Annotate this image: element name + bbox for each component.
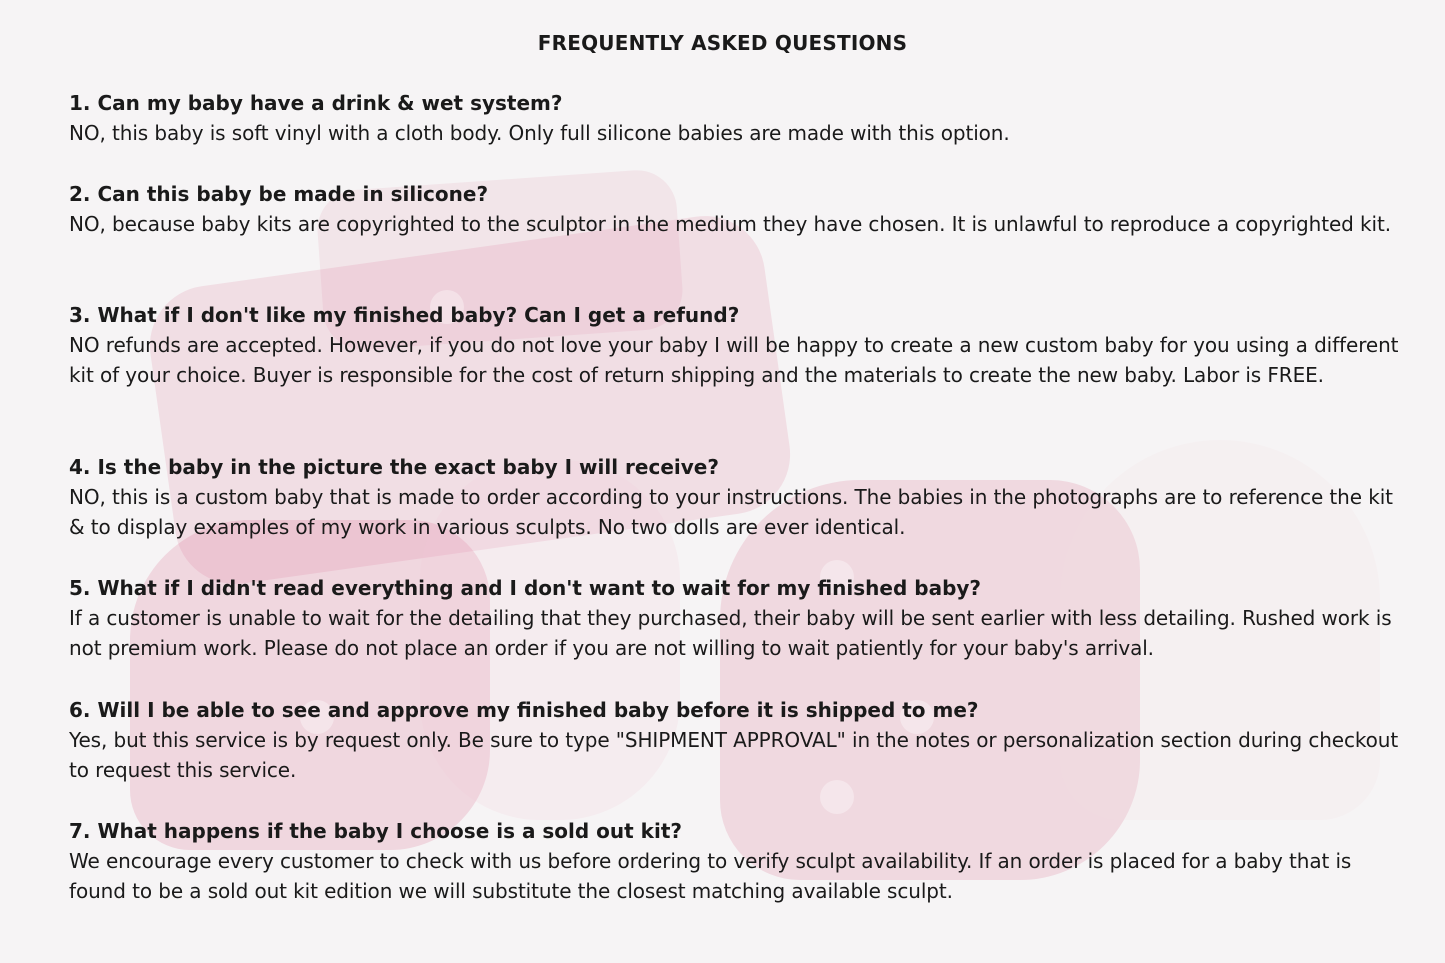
faq-item — [69, 452, 1414, 543]
faq-question: 3. What if I don't like my finished baby? Can I get a refund? — [69, 303, 740, 327]
faq-answer: NO, this baby is soft vinyl with a cloth body. Only full silicone babies are made with this option. — [69, 121, 1010, 145]
faq-question: 2. Can this baby be made in silicone? — [69, 182, 489, 206]
faq-item — [69, 573, 1414, 664]
faq-question: 7. What happens if the baby I choose is a sold out kit? — [69, 819, 682, 843]
faq-question: 4. Is the baby in the picture the exact baby I will receive? — [69, 455, 719, 479]
faq-question: 1. Can my baby have a drink & wet system? — [69, 91, 563, 115]
faq-question: 5. What if I didn't read everything and I don't want to wait for my finished baby? — [69, 576, 982, 600]
faq-item — [69, 816, 1414, 907]
faq-item — [69, 179, 1414, 239]
faq-answer: If a customer is unable to wait for the detailing that they purchased, their baby will be sent earlier with less detailing. Rushed work is not premium work. Please do not place an order if you are not willing to wait patiently for your baby's arrival. — [69, 606, 1392, 661]
faq-answer: Yes, but this service is by request only. Be sure to type "SHIPMENT APPROVAL" in the notes or personalization section during checkout to request this service. — [69, 728, 1399, 783]
faq-answer: We encourage every customer to check with us before ordering to verify sculpt availability. If an order is placed for a baby that is found to be a sold out kit edition we will substitute the closest matching available sculpt. — [69, 849, 1352, 904]
faq-answer: NO, because baby kits are copyrighted to the sculptor in the medium they have chosen. It is unlawful to reproduce a copyrighted kit. — [69, 212, 1391, 236]
faq-item — [69, 300, 1414, 391]
faq-item — [69, 695, 1414, 786]
faq-question: 6. Will I be able to see and approve my finished baby before it is shipped to me? — [69, 698, 979, 722]
page-title: FREQUENTLY ASKED QUESTIONS — [537, 31, 908, 55]
faq-item — [69, 88, 1414, 148]
faq-answer: NO, this is a custom baby that is made to order according to your instructions. The babies in the photographs are to reference the kit & to display examples of my work in various sculpts. No two dolls are ever identical. — [69, 485, 1393, 540]
faq-answer: NO refunds are accepted. However, if you do not love your baby I will be happy to create a new custom baby for you using a different kit of your choice. Buyer is responsible for the cost of return shipping and the materials to create the new baby. Labor is FREE. — [69, 333, 1399, 388]
